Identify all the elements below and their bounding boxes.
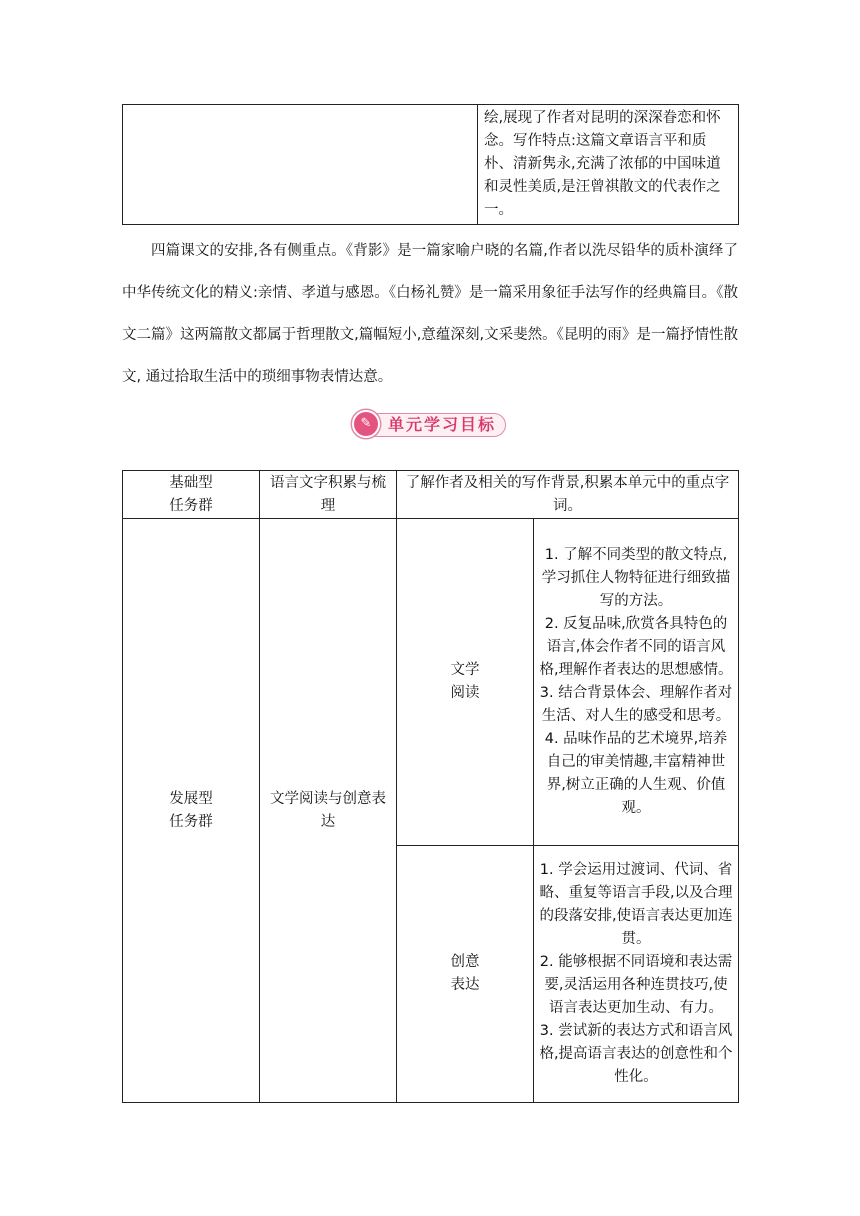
book-icon: ✎: [352, 410, 380, 438]
goal-item: 2. 反复品味,欣赏各具特色的语言,体会作者不同的语言风格,理解作者表达的思想感情。: [539, 616, 733, 678]
sub-task-cell: [397, 846, 534, 1103]
goals-cell: [534, 846, 739, 1103]
goal-item: 3. 尝试新的表达方式和语言风格,提高语言表达的创意性和个性化。: [539, 1023, 733, 1085]
sub-task-line: 创意: [450, 954, 480, 970]
goal-item: 1. 了解不同类型的散文特点,学习抓住人物特征进行细致描写的方法。: [541, 547, 731, 609]
table-row: [123, 471, 739, 519]
goal-cell: 了解作者及相关的写作背景,积累本单元中的重点字词。: [397, 471, 739, 519]
unit-goals-table: [122, 470, 739, 1103]
intro-paragraph: 四篇课文的安排,各有侧重点。《背影》是一篇家喻户晓的名篇,作者以洗尽铅华的质朴演绎了中华传统文化的精义:亲情、孝道与感恩。《白杨礼赞》是一篇采用象征手法写作的经典篇目。《散文二篇》这两篇散文都属于哲理散文,篇幅短小,意蕴深刻,文采斐然。《昆明的雨》是一篇抒情性散文, 通过拾取生活中的琐细事物表情达意。: [122, 243, 738, 385]
table-row: [123, 519, 739, 846]
sub-task-line: 文学: [450, 662, 480, 678]
task-group-cell: [123, 471, 260, 519]
sub-task-line: 表达: [450, 977, 480, 993]
goal-item: 3. 结合背景体会、理解作者对生活、对人生的感受和思考。: [539, 685, 733, 724]
banner-title: 单元学习目标: [388, 415, 497, 434]
task-group-line: 任务群: [169, 497, 213, 514]
goal-item: 2. 能够根据不同语境和表达需要,灵活运用各种连贯技巧,使语言表达更加生动、有力。: [539, 954, 733, 1016]
task-group-line: 基础型: [169, 474, 213, 491]
task-group-line: 发展型: [169, 790, 213, 807]
goal-item: 4. 品味作品的艺术境界,培养自己的审美情趣,丰富精神世界,树立正确的人生观、价值观。: [544, 731, 728, 816]
task-name-cell: 语言文字积累与梳理: [260, 471, 397, 519]
task-group-line: 任务群: [169, 813, 213, 830]
task-group-cell: [123, 519, 260, 1103]
continued-table: [122, 104, 739, 225]
empty-cell: [123, 105, 478, 225]
goal-item: 1. 学会运用过渡词、代词、省略、重复等语言手段,以及合理的段落安排,使语言表达更加连贯。: [539, 862, 733, 947]
article-summary-cell: 绘,展现了作者对昆明的深深眷恋和怀念。写作特点:这篇文章语言平和质朴、清新隽永,充满了浓郁的中国味道和灵性美质,是汪曾祺散文的代表作之一。: [478, 105, 739, 225]
task-name-cell: 文学阅读与创意表达: [260, 519, 397, 1103]
section-banner: [352, 410, 508, 440]
sub-task-line: 阅读: [450, 685, 480, 701]
sub-task-cell: [397, 519, 534, 846]
goals-cell: [534, 519, 739, 846]
